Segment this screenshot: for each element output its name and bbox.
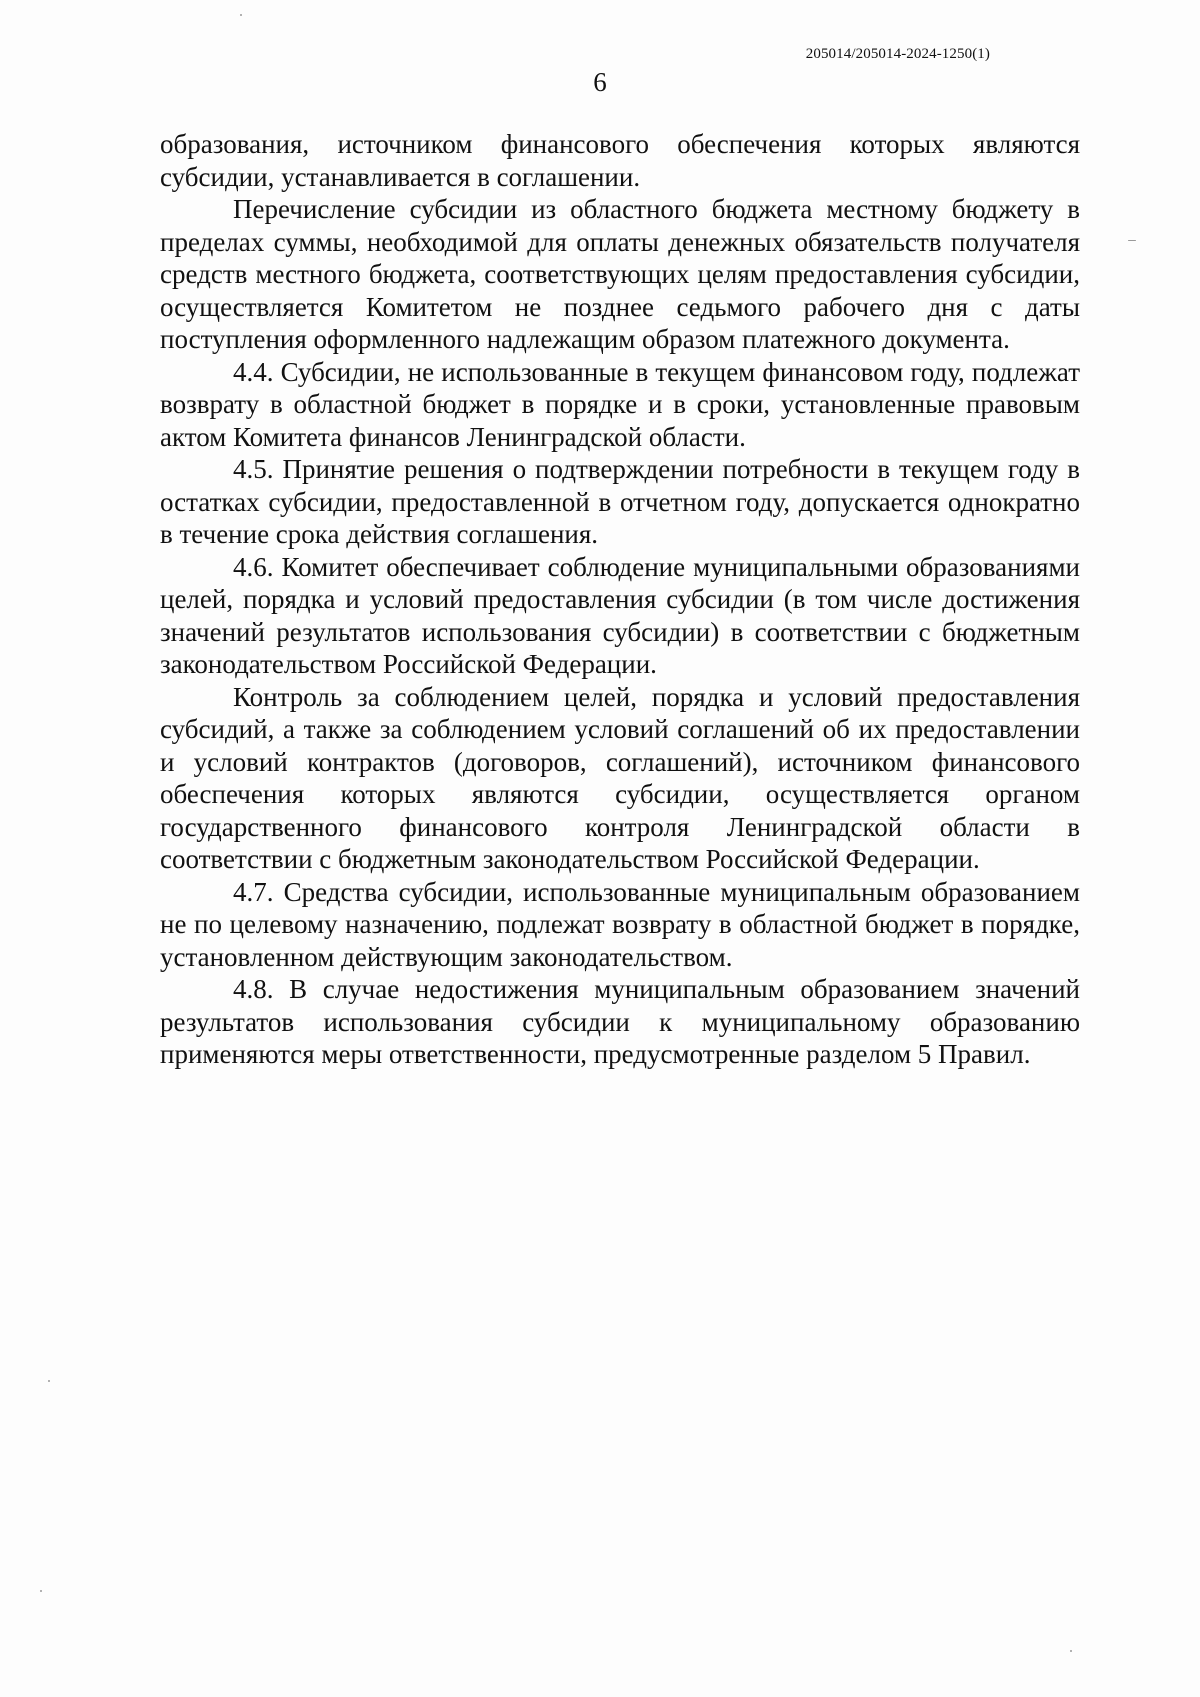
paragraph-continuation: образования, источником финансового обеспечения которых являются субсидии, устанавливается в соглашении. — [160, 129, 1080, 192]
paragraph-4-8: 4.8. В случае недостижения муниципальным образованием значений результатов использования субсидии к муниципальному образованию применяются меры ответственности, предусмотренные разделом 5 Правил. — [160, 974, 1080, 1069]
scan-speck — [40, 1590, 42, 1592]
document-body — [160, 128, 1080, 1071]
paragraph-control: Контроль за соблюдением целей, порядка и условий предоставления субсидий, а также за соблюдением условий соглашений об их предоставлении и условий контрактов (договоров, соглашений), источником финансового обеспечения которых являются субсидии, осуществляется органом государственного финансового контроля Ленинградской области в соответствии с бюджетным законодательством Российской Федерации. — [160, 681, 1080, 874]
paragraph-transfer-of-subsidy: Перечисление субсидии из областного бюджета местному бюджету в пределах суммы, необходимой для оплаты денежных обязательств получателя средств местного бюджета, соответствующих целям предоставления субсидии, осуществляется Комитетом не позднее седьмого рабочего дня с даты поступления оформленного надлежащим образом платежного документа. — [160, 194, 1080, 354]
scan-speck — [1070, 1650, 1072, 1652]
scan-speck — [240, 14, 242, 16]
paragraph-4-6: 4.6. Комитет обеспечивает соблюдение муниципальными образованиями целей, порядка и условий предоставления субсидии (в том числе достижения значений результатов использования субсидии) в соответствии с бюджетным законодательством Российской Федерации. — [160, 551, 1080, 679]
paragraph-4-5: 4.5. Принятие решения о подтверждении потребности в текущем году в остатках субсидии, предоставленной в отчетном году, допускается однократно в течение срока действия соглашения. — [160, 454, 1080, 549]
paragraph-4-4: 4.4. Субсидии, не использованные в текущем финансовом году, подлежат возврату в областной бюджет в порядке и в сроки, установленные правовым актом Комитета финансов Ленинградской области. — [160, 356, 1080, 452]
document-registration-code: 205014/205014-2024-1250(1) — [805, 46, 990, 62]
scan-speck — [1128, 240, 1136, 241]
page-number: 6 — [593, 67, 607, 97]
scan-speck — [48, 1380, 50, 1382]
paragraph-4-7: 4.7. Средства субсидии, использованные муниципальным образованием не по целевому назначению, подлежат возврату в областной бюджет в порядке, установленном действующим законодательством. — [160, 876, 1080, 972]
